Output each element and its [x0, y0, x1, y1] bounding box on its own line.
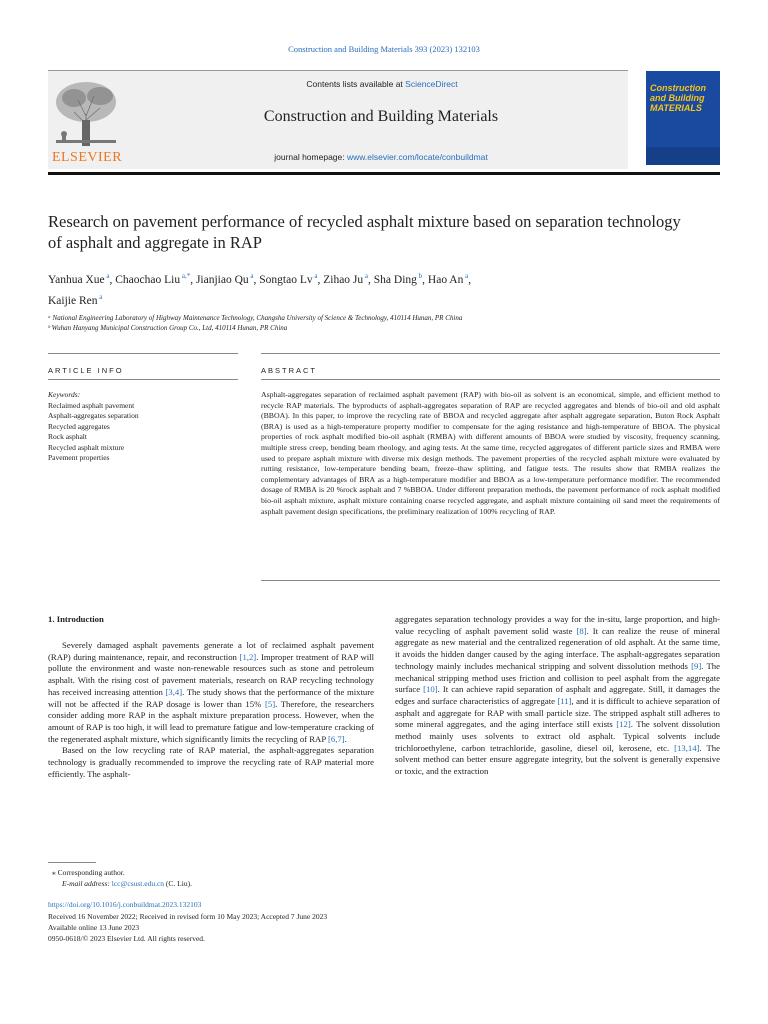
intro-paragraph-1: Severely damaged asphalt pavements generate a lot of reclaimed asphalt pavement (RAP) during maintenance, repair, and reconstruction [1,2]. Improper treatment of RAP will pollute the environment and waste non-renewable resources such as stone and petroleum asphalt. With the rising cost of pavement materials, research on RAP recycling technology has received increasing attention [3,4]. The study shows that the performance of the mixture will not be affected if the RAP dosage is lower than 15% [5]. Therefore, the researchers consider adding more RAP in the asphalt mixture preparation process. However, when the amount of RAP is too high, it will lead to premature fatigue and low-temperature cracking of the regenerated asphalt mixture, which significantly limits the recycling of RAP [6,7].	[48, 640, 375, 744]
citation-link[interactable]: [12]	[616, 719, 631, 730]
email-suffix: (C. Liu).	[164, 879, 192, 888]
author-name[interactable]: Sha Ding	[373, 273, 417, 286]
citation-link[interactable]: [11]	[557, 695, 572, 706]
header-bottom-rule	[48, 172, 720, 175]
cover-band	[646, 147, 720, 165]
article-title: Research on pavement performance of recycled asphalt mixture based on separation technology of asphalt and aggregate in RAP	[48, 212, 681, 252]
left-column	[48, 640, 374, 780]
affiliation-a: ᵃ National Engineering Laboratory of Highway Maintenance Technology, Changsha University of Science & Technology, 410114 Hunan, PR China	[48, 314, 463, 322]
author-affiliation-marker[interactable]: a	[97, 292, 103, 301]
footnote-rule	[48, 862, 96, 863]
intro-paragraph-3: aggregates separation technology provides a way for the in-situ, large proportion, and high-value recycling of asphalt pavement solid waste [8]. It can realize the reuse of mineral aggregate as new material and the centralized regeneration of old asphalt. At the same time, it avoids the hidden danger caused by the aging interface. The asphalt-aggregates separation technology mainly includes mechanical stripping and solvent dissolution methods [9]. The mechanical stripping method uses friction and collision to peel asphalt from the aggregate surface [10]. It can achieve rapid separation of asphalt and aggregate. Still, it damages the edges and surface characteristics of aggregate [11], and it is difficult to achieve separation of asphalt and aggregate for RAP with small particle size. The stripped asphalt still adheres to some mineral aggregates, and the aging interface still exists [12]. The solvent dissolution method mainly uses solvents to extract old asphalt. Typical solvents include trichloroethylene, carbon tetrachloride, gasoline, diesel oil, kerosene, etc. [13,14]. The solvent method can better ensure aggregate integrity, but the solvent is generally expensive or toxic, and the extraction	[395, 614, 720, 777]
elsevier-wordmark: ELSEVIER	[51, 150, 123, 165]
author-name[interactable]: Kaijie Ren	[48, 294, 98, 307]
abstract-bottom-rule	[261, 580, 720, 581]
author-name[interactable]: Yanhua Xue	[48, 273, 105, 286]
citation-link[interactable]: [6,7]	[328, 733, 345, 744]
corresponding-author-note: ⁎ Corresponding author.	[52, 868, 125, 877]
keyword[interactable]: Recycled asphalt mixture	[48, 442, 125, 452]
abstract-heading: ABSTRACT	[261, 366, 318, 375]
journal-cover-thumbnail[interactable]	[646, 71, 720, 165]
abstract-top-rule	[261, 353, 720, 354]
email-link[interactable]: lcc@csust.edu.cn	[111, 879, 165, 888]
citation-link[interactable]: [1,2]	[239, 651, 257, 662]
author-name[interactable]: Hao An	[427, 273, 464, 286]
sciencedirect-link[interactable]: ScienceDirect	[405, 79, 458, 89]
author-name[interactable]: Jianjiao Qu	[195, 273, 249, 286]
copyright-line: 0950-0618/© 2023 Elsevier Ltd. All rights reserved.	[48, 934, 205, 943]
citation-link[interactable]: [13,14]	[674, 742, 700, 753]
citation-link[interactable]: [9]	[691, 660, 702, 671]
journal-reference[interactable]: Construction and Building Materials 393 (2023) 132103	[288, 44, 480, 54]
cover-title: Construction and Building MATERIALS	[650, 83, 706, 113]
section-heading-introduction: 1. Introduction	[48, 614, 104, 624]
contents-prefix: Contents lists available at	[306, 79, 406, 89]
author-affiliation-marker[interactable]: b	[416, 272, 423, 280]
keywords-block	[48, 390, 238, 464]
article-info-rule	[48, 379, 238, 380]
email-line	[62, 879, 192, 890]
right-column	[395, 614, 720, 778]
received-dates: Received 16 November 2022; Received in revised form 10 May 2023; Accepted 7 June 2023	[48, 912, 328, 921]
homepage-link[interactable]: www.elsevier.com/locate/conbuildmat	[346, 152, 488, 162]
author-affiliation-marker[interactable]: a	[248, 272, 254, 280]
author-affiliation-marker[interactable]: a	[463, 272, 469, 280]
affiliation-b: ᵇ Wuhan Hanyang Municipal Construction Group Co., Ltd, 410114 Hunan, PR China	[48, 324, 288, 332]
journal-homepage-line	[170, 152, 592, 162]
citation-link[interactable]: [8]	[576, 625, 587, 636]
citation-link[interactable]: [3,4]	[165, 686, 183, 697]
keyword[interactable]: Rock asphalt	[48, 432, 87, 441]
author-name[interactable]: Chaochao Liu	[115, 273, 181, 286]
author-list: Yanhua Xue $^a$, Chaochao Liu $^{a,*}$, Jianjiao Qu $^a$, Songtao Lv $^a$, Zihao Ju $^a$, Sha Ding $^b$, Hao An $^a$, Kaijie Ren $^a$	[48, 272, 472, 307]
tree-of-knowledge-icon	[48, 76, 126, 148]
author-affiliation-marker[interactable]: a,*	[180, 272, 191, 280]
doi-link[interactable]: https://doi.org/10.1016/j.conbuildmat.2023.132103	[48, 900, 202, 909]
author-name[interactable]: Zihao Ju	[323, 273, 364, 286]
keyword[interactable]: Reclaimed asphalt pavement	[48, 400, 135, 410]
available-online-date: Available online 13 June 2023	[48, 923, 140, 932]
abstract-text: Asphalt-aggregates separation of reclaimed asphalt pavement (RAP) with bio-oil as solvent is an economical, simple, and efficient method to recycle RAP materials. The byproducts of asphalt-aggregates separation of RAP are recycled aggregates and blends of bio-oil and old asphalt (BBOA). In this paper, to improve the recycling rate of BBOA and recycled aggregate after asphalt aggregate separation, Buton Rock Asphalt (BRA) is used as a high-temperature property modifier to compensate for the aging resistance and high-temperature of BBOA. The physical properties of rock asphalt modified bio-oil asphalt (RMBA) with different amounts of BBOA were studied by viscosity, frequency scanning, multiple stress creep, bending beam rheology, and aging tests. At the same time, recycled aggregates of different particle sizes and RMBA were used to prepare asphalt mixture with diverse mix design methods. The pavement properties of the recycled asphalt mixture were evaluated by rutting resistance, low-temperature bending beam, freeze–thaw splitting, and fatigue tests. The results show that RMBA realizes the complementary advantages of BRA as a high-temperature modifier and BBOA as a low-temperature performance modifier. The recommended dosage of RMBA is 20 %rock asphalt and 7 %BBOA. Under different preparation methods, the pavement performance of rock asphalt modified bio-oil asphalt mixture, asphalt mixture containing coarse recycled aggregate, and asphalt mixture containing oil sand meet the requirements of asphalt pavement design specifications, the preliminary realization of 100% recycling of RAP.	[261, 390, 720, 516]
keyword[interactable]: Asphalt-aggregates separation	[48, 411, 139, 420]
journal-name: Construction and Building Materials	[263, 108, 499, 125]
keywords-label: Keywords:	[48, 390, 81, 399]
author-name[interactable]: Songtao Lv	[259, 273, 313, 286]
homepage-prefix: journal homepage:	[274, 152, 347, 162]
keyword[interactable]: Pavement properties	[48, 453, 110, 462]
email-label: E-mail address:	[62, 879, 112, 888]
citation-link[interactable]: [10]	[423, 684, 438, 695]
keyword[interactable]: Recycled aggregates	[48, 421, 110, 431]
author-affiliation-marker[interactable]: a	[104, 272, 110, 280]
citation-link[interactable]: [5]	[264, 698, 276, 709]
author-affiliation-marker[interactable]: a	[312, 272, 318, 280]
article-info-top-rule	[48, 353, 238, 354]
abstract-rule	[261, 379, 720, 380]
intro-paragraph-2: Based on the low recycling rate of RAP material, the asphalt-aggregates separation technology is gradually recommended to improve the recycling rate of RAP material more efficiently. The asphalt-	[48, 745, 374, 779]
article-info-heading: ARTICLE INFO	[48, 366, 124, 375]
author-affiliation-marker[interactable]: a	[363, 272, 369, 280]
